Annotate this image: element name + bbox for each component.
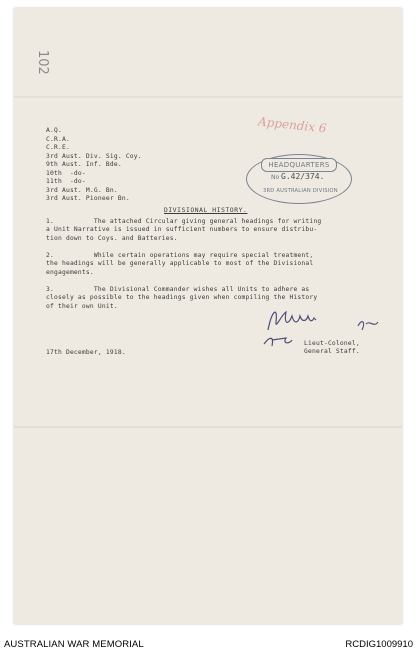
distribution-item: C.R.E. <box>46 144 70 151</box>
paragraph-line: tion down to Coys. and Batteries. <box>46 234 178 242</box>
paragraph-line: 2. While certain operations may require special treatment, <box>46 252 314 259</box>
document-heading: DIVISIONAL HISTORY. <box>164 207 248 214</box>
page-number: 102 <box>35 50 50 75</box>
headquarters-stamp <box>246 154 352 204</box>
paragraph-line: of their own Unit. <box>46 302 118 310</box>
document-sheet <box>14 8 402 624</box>
paragraph-1 <box>46 218 321 243</box>
paragraph-line: closely as possible to the headings given when compiling the History <box>46 294 318 302</box>
stamp-division-label: 3RD AUSTRALIAN DIVISION <box>263 188 338 194</box>
signature-rank: Lieut-Colonel, <box>304 340 360 347</box>
document-date: 17th December, 1918. <box>46 349 126 356</box>
distribution-item: 3rd Aust. Div. Sig. Coy. <box>46 152 142 160</box>
paragraph-line: 3. The Divisional Commander wishes all Units to adhere as <box>46 286 310 293</box>
distribution-list <box>46 127 142 204</box>
footer-record-id: RCDIG1009910 <box>345 639 413 650</box>
signature-role: General Staff. <box>304 348 360 355</box>
appendix-note: Appendix 6 <box>257 114 328 136</box>
stamp-headquarters-label: HEADQUARTERS <box>261 158 337 172</box>
stamp-reference: G.42/374. <box>281 172 325 181</box>
fold-line <box>14 426 402 428</box>
paragraph-line: a Unit Narrative is issued in sufficient numbers to ensure distribu- <box>46 226 318 234</box>
fold-line <box>14 96 402 100</box>
distribution-item: C.R.A. <box>46 135 70 143</box>
distribution-item: 10th -do- <box>46 169 86 177</box>
stamp-no-label: No <box>271 174 280 181</box>
paragraph-2 <box>46 252 313 277</box>
paragraph-line: engagements. <box>46 268 94 276</box>
distribution-item: 11th -do- <box>46 178 86 185</box>
distribution-item: 3rd Aust. M.G. Bn. <box>46 186 118 194</box>
archive-footer <box>0 632 417 653</box>
distribution-item: 3rd Aust. Pioneer Bn. <box>46 195 130 202</box>
footer-institution: AUSTRALIAN WAR MEMORIAL <box>4 639 144 650</box>
paragraph-line: 1. The attached Circular giving general headings for writing <box>46 218 322 225</box>
distribution-item: 9th Aust. Inf. Bde. <box>46 161 122 168</box>
paragraph-line: the headings will be generally applicable to most of the Divisional <box>46 260 314 268</box>
distribution-item: A.Q. <box>46 127 62 134</box>
